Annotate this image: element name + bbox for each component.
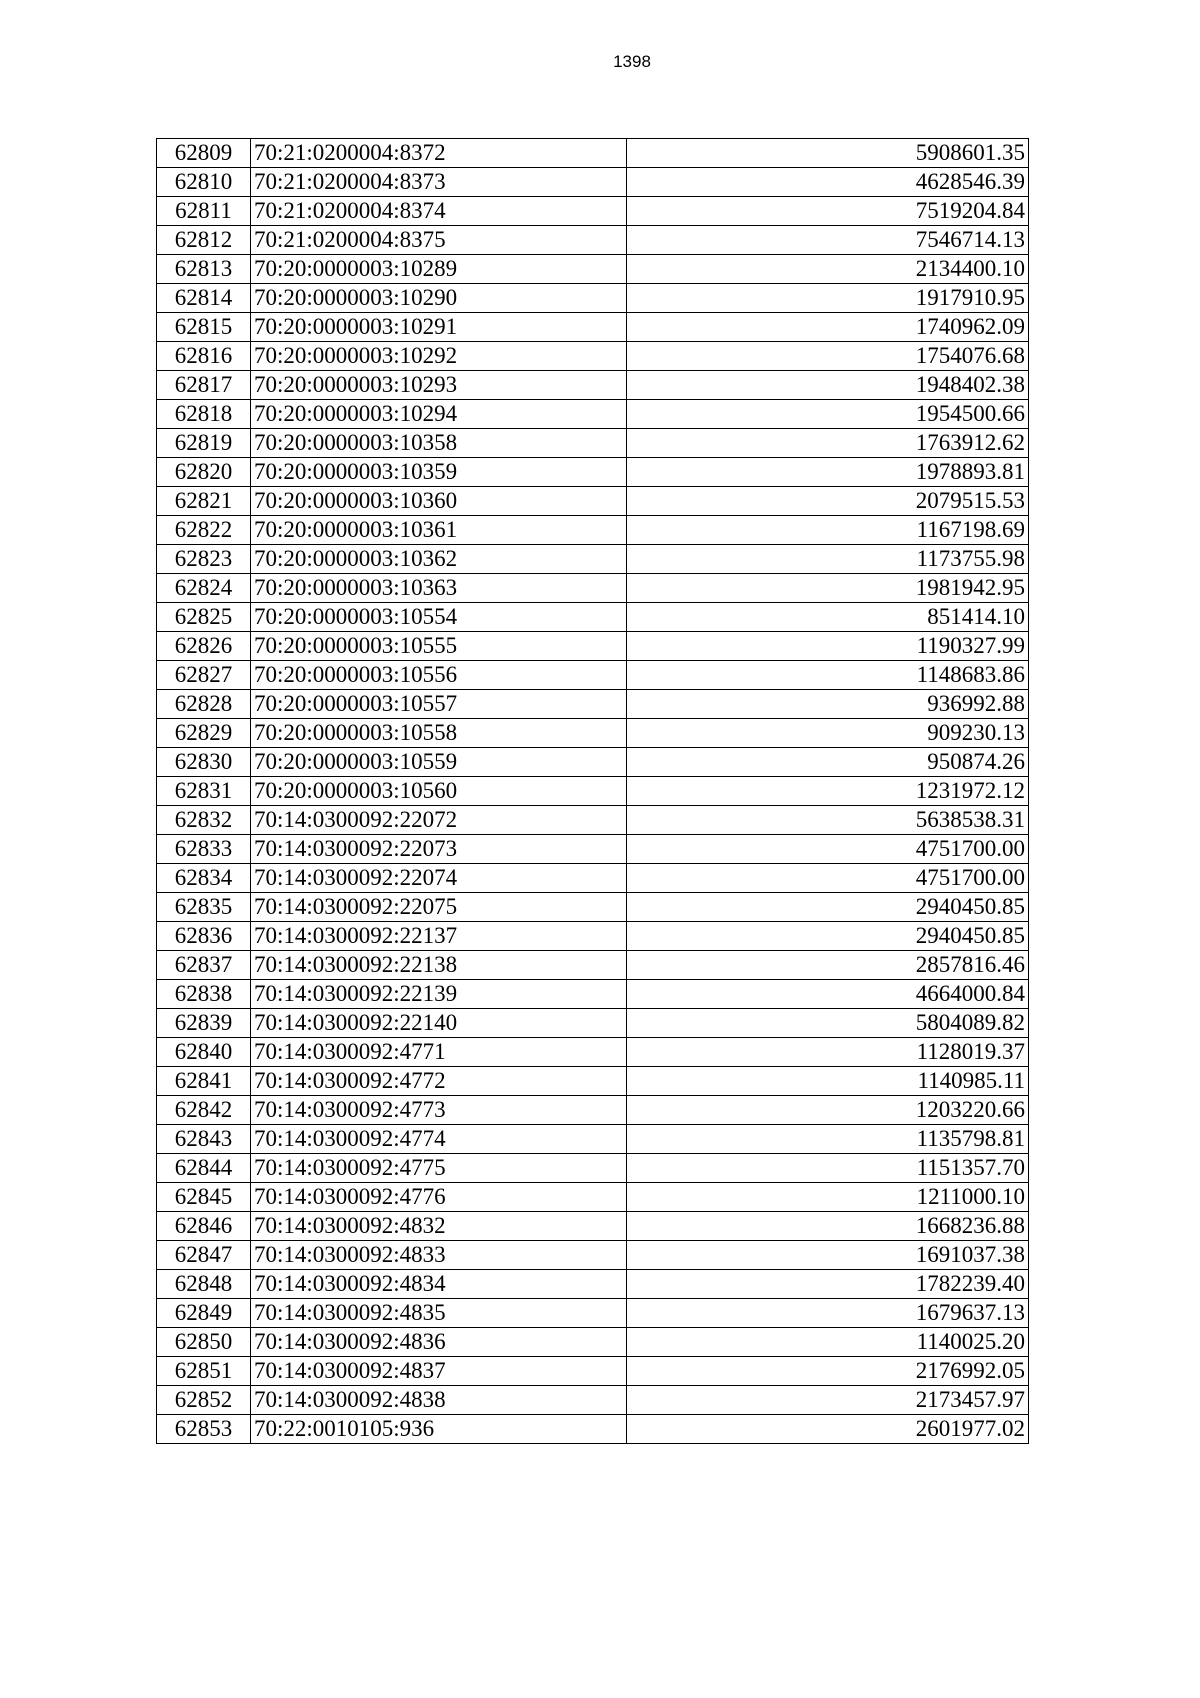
row-number-cell: 62813: [157, 255, 251, 284]
table-row: [157, 980, 1029, 1009]
cadastral-value-cell: 851414.10: [627, 603, 1029, 632]
row-number-cell: 62815: [157, 313, 251, 342]
cadastral-number-cell: 70:20:0000003:10290: [251, 284, 627, 313]
table-row: [157, 1299, 1029, 1328]
table-row: [157, 690, 1029, 719]
table-row: [157, 1386, 1029, 1415]
cadastral-value-cell: 2079515.53: [627, 487, 1029, 516]
cadastral-value-cell: 1173755.98: [627, 545, 1029, 574]
cadastral-value-cell: 1679637.13: [627, 1299, 1029, 1328]
cadastral-number-cell: 70:14:0300092:4834: [251, 1270, 627, 1299]
row-number-cell: 62848: [157, 1270, 251, 1299]
row-number-cell: 62810: [157, 168, 251, 197]
cadastral-number-cell: 70:14:0300092:22139: [251, 980, 627, 1009]
cadastral-number-cell: 70:14:0300092:4836: [251, 1328, 627, 1357]
table-row: [157, 1357, 1029, 1386]
cadastral-value-cell: 1754076.68: [627, 342, 1029, 371]
cadastral-value-cell: 1140985.11: [627, 1067, 1029, 1096]
row-number-cell: 62844: [157, 1154, 251, 1183]
table-row: [157, 1009, 1029, 1038]
cadastral-number-cell: 70:14:0300092:4835: [251, 1299, 627, 1328]
cadastral-value-cell: 2940450.85: [627, 922, 1029, 951]
cadastral-number-cell: 70:20:0000003:10292: [251, 342, 627, 371]
table-row: [157, 429, 1029, 458]
cadastral-value-cell: 2857816.46: [627, 951, 1029, 980]
cadastral-number-cell: 70:14:0300092:4774: [251, 1125, 627, 1154]
table-row: [157, 255, 1029, 284]
row-number-cell: 62846: [157, 1212, 251, 1241]
row-number-cell: 62820: [157, 458, 251, 487]
cadastral-number-cell: 70:22:0010105:936: [251, 1415, 627, 1444]
table-row: [157, 400, 1029, 429]
table-row: [157, 342, 1029, 371]
table-row: [157, 458, 1029, 487]
cadastral-number-cell: 70:14:0300092:4776: [251, 1183, 627, 1212]
cadastral-value-cell: 1948402.38: [627, 371, 1029, 400]
row-number-cell: 62818: [157, 400, 251, 429]
table-row: [157, 777, 1029, 806]
cadastral-number-cell: 70:20:0000003:10555: [251, 632, 627, 661]
cadastral-value-cell: 1128019.37: [627, 1038, 1029, 1067]
cadastral-value-cell: 1954500.66: [627, 400, 1029, 429]
cadastral-number-cell: 70:14:0300092:22138: [251, 951, 627, 980]
cadastral-value-cell: 4628546.39: [627, 168, 1029, 197]
row-number-cell: 62845: [157, 1183, 251, 1212]
row-number-cell: 62830: [157, 748, 251, 777]
cadastral-number-cell: 70:14:0300092:4832: [251, 1212, 627, 1241]
row-number-cell: 62811: [157, 197, 251, 226]
table-row: [157, 1067, 1029, 1096]
table-row: [157, 516, 1029, 545]
cadastral-number-cell: 70:21:0200004:8372: [251, 139, 627, 168]
cadastral-number-cell: 70:20:0000003:10556: [251, 661, 627, 690]
cadastral-number-cell: 70:21:0200004:8375: [251, 226, 627, 255]
table-row: [157, 603, 1029, 632]
cadastral-value-cell: 1148683.86: [627, 661, 1029, 690]
table-row: [157, 1096, 1029, 1125]
cadastral-value-cell: 4664000.84: [627, 980, 1029, 1009]
cadastral-number-cell: 70:21:0200004:8374: [251, 197, 627, 226]
table-row: [157, 284, 1029, 313]
row-number-cell: 62831: [157, 777, 251, 806]
table-row: [157, 168, 1029, 197]
row-number-cell: 62836: [157, 922, 251, 951]
cadastral-number-cell: 70:14:0300092:22137: [251, 922, 627, 951]
cadastral-value-cell: 5908601.35: [627, 139, 1029, 168]
cadastral-value-cell: 1231972.12: [627, 777, 1029, 806]
cadastral-number-cell: 70:14:0300092:22072: [251, 806, 627, 835]
cadastral-number-cell: 70:20:0000003:10361: [251, 516, 627, 545]
table-row: [157, 371, 1029, 400]
table-row: [157, 748, 1029, 777]
row-number-cell: 62829: [157, 719, 251, 748]
cadastral-number-cell: 70:21:0200004:8373: [251, 168, 627, 197]
table-row: [157, 1125, 1029, 1154]
cadastral-number-cell: 70:14:0300092:4837: [251, 1357, 627, 1386]
cadastral-value-cell: 1668236.88: [627, 1212, 1029, 1241]
row-number-cell: 62827: [157, 661, 251, 690]
cadastral-number-cell: 70:14:0300092:4833: [251, 1241, 627, 1270]
row-number-cell: 62814: [157, 284, 251, 313]
row-number-cell: 62816: [157, 342, 251, 371]
cadastral-number-cell: 70:14:0300092:4838: [251, 1386, 627, 1415]
cadastral-value-cell: 4751700.00: [627, 864, 1029, 893]
cadastral-number-cell: 70:14:0300092:22074: [251, 864, 627, 893]
cadastral-number-cell: 70:14:0300092:4772: [251, 1067, 627, 1096]
cadastral-value-cell: 1917910.95: [627, 284, 1029, 313]
row-number-cell: 62822: [157, 516, 251, 545]
cadastral-value-cell: 2176992.05: [627, 1357, 1029, 1386]
cadastral-number-cell: 70:20:0000003:10291: [251, 313, 627, 342]
row-number-cell: 62817: [157, 371, 251, 400]
cadastral-value-cell: 1190327.99: [627, 632, 1029, 661]
row-number-cell: 62826: [157, 632, 251, 661]
table-row: [157, 1241, 1029, 1270]
cadastral-number-cell: 70:20:0000003:10293: [251, 371, 627, 400]
table-row: [157, 197, 1029, 226]
cadastral-number-cell: 70:20:0000003:10289: [251, 255, 627, 284]
cadastral-value-cell: 1203220.66: [627, 1096, 1029, 1125]
table-row: [157, 139, 1029, 168]
table-row: [157, 951, 1029, 980]
row-number-cell: 62842: [157, 1096, 251, 1125]
row-number-cell: 62823: [157, 545, 251, 574]
table-row: [157, 1212, 1029, 1241]
cadastral-value-cell: 2601977.02: [627, 1415, 1029, 1444]
cadastral-number-cell: 70:14:0300092:22140: [251, 1009, 627, 1038]
cadastral-number-cell: 70:20:0000003:10557: [251, 690, 627, 719]
cadastral-number-cell: 70:20:0000003:10554: [251, 603, 627, 632]
row-number-cell: 62833: [157, 835, 251, 864]
table-row: [157, 1154, 1029, 1183]
cadastral-number-cell: 70:14:0300092:22075: [251, 893, 627, 922]
table-row: [157, 313, 1029, 342]
table-row: [157, 1038, 1029, 1067]
cadastral-number-cell: 70:14:0300092:4775: [251, 1154, 627, 1183]
cadastral-value-cell: 1135798.81: [627, 1125, 1029, 1154]
row-number-cell: 62812: [157, 226, 251, 255]
cadastral-value-cell: 7519204.84: [627, 197, 1029, 226]
table-row: [157, 632, 1029, 661]
table-row: [157, 661, 1029, 690]
cadastral-value-cell: 1981942.95: [627, 574, 1029, 603]
row-number-cell: 62853: [157, 1415, 251, 1444]
cadastral-value-cell: 2940450.85: [627, 893, 1029, 922]
row-number-cell: 62834: [157, 864, 251, 893]
cadastral-value-cell: 950874.26: [627, 748, 1029, 777]
cadastral-number-cell: 70:20:0000003:10360: [251, 487, 627, 516]
table-row: [157, 487, 1029, 516]
cadastral-number-cell: 70:20:0000003:10362: [251, 545, 627, 574]
cadastral-number-cell: 70:14:0300092:4771: [251, 1038, 627, 1067]
cadastral-number-cell: 70:14:0300092:22073: [251, 835, 627, 864]
cadastral-number-cell: 70:20:0000003:10558: [251, 719, 627, 748]
cadastral-number-cell: 70:20:0000003:10359: [251, 458, 627, 487]
row-number-cell: 62843: [157, 1125, 251, 1154]
cadastral-value-cell: 936992.88: [627, 690, 1029, 719]
cadastral-value-cell: 5804089.82: [627, 1009, 1029, 1038]
row-number-cell: 62847: [157, 1241, 251, 1270]
cadastral-value-cell: 1140025.20: [627, 1328, 1029, 1357]
row-number-cell: 62828: [157, 690, 251, 719]
row-number-cell: 62849: [157, 1299, 251, 1328]
page-number: 1398: [613, 52, 651, 71]
cadastral-number-cell: 70:20:0000003:10559: [251, 748, 627, 777]
cadastral-value-cell: 1691037.38: [627, 1241, 1029, 1270]
table-row: [157, 1415, 1029, 1444]
row-number-cell: 62839: [157, 1009, 251, 1038]
table-row: [157, 922, 1029, 951]
row-number-cell: 62824: [157, 574, 251, 603]
cadastral-number-cell: 70:20:0000003:10358: [251, 429, 627, 458]
cadastral-value-cell: 1978893.81: [627, 458, 1029, 487]
table-row: [157, 893, 1029, 922]
cadastral-value-cell: 5638538.31: [627, 806, 1029, 835]
row-number-cell: 62850: [157, 1328, 251, 1357]
row-number-cell: 62832: [157, 806, 251, 835]
table-row: [157, 806, 1029, 835]
cadastral-number-cell: 70:14:0300092:4773: [251, 1096, 627, 1125]
cadastral-value-cell: 4751700.00: [627, 835, 1029, 864]
row-number-cell: 62851: [157, 1357, 251, 1386]
row-number-cell: 62852: [157, 1386, 251, 1415]
table-row: [157, 574, 1029, 603]
cadastral-value-cell: 1763912.62: [627, 429, 1029, 458]
row-number-cell: 62835: [157, 893, 251, 922]
row-number-cell: 62841: [157, 1067, 251, 1096]
cadastral-value-cell: 1740962.09: [627, 313, 1029, 342]
row-number-cell: 62821: [157, 487, 251, 516]
row-number-cell: 62809: [157, 139, 251, 168]
cadastral-value-cell: 2134400.10: [627, 255, 1029, 284]
cadastral-value-cell: 7546714.13: [627, 226, 1029, 255]
table-row: [157, 226, 1029, 255]
row-number-cell: 62819: [157, 429, 251, 458]
table-row: [157, 545, 1029, 574]
table-body: [157, 139, 1029, 1444]
cadastral-value-cell: 2173457.97: [627, 1386, 1029, 1415]
table-row: [157, 835, 1029, 864]
table-row: [157, 864, 1029, 893]
cadastral-number-cell: 70:20:0000003:10560: [251, 777, 627, 806]
cadastral-number-cell: 70:20:0000003:10363: [251, 574, 627, 603]
cadastral-value-cell: 1151357.70: [627, 1154, 1029, 1183]
cadastral-value-cell: 1211000.10: [627, 1183, 1029, 1212]
cadastral-number-cell: 70:20:0000003:10294: [251, 400, 627, 429]
table-row: [157, 719, 1029, 748]
row-number-cell: 62838: [157, 980, 251, 1009]
table-row: [157, 1270, 1029, 1299]
cadastral-value-table: [156, 138, 1029, 1444]
row-number-cell: 62840: [157, 1038, 251, 1067]
row-number-cell: 62837: [157, 951, 251, 980]
row-number-cell: 62825: [157, 603, 251, 632]
cadastral-value-cell: 1782239.40: [627, 1270, 1029, 1299]
cadastral-value-cell: 909230.13: [627, 719, 1029, 748]
table-row: [157, 1183, 1029, 1212]
table-row: [157, 1328, 1029, 1357]
cadastral-value-cell: 1167198.69: [627, 516, 1029, 545]
